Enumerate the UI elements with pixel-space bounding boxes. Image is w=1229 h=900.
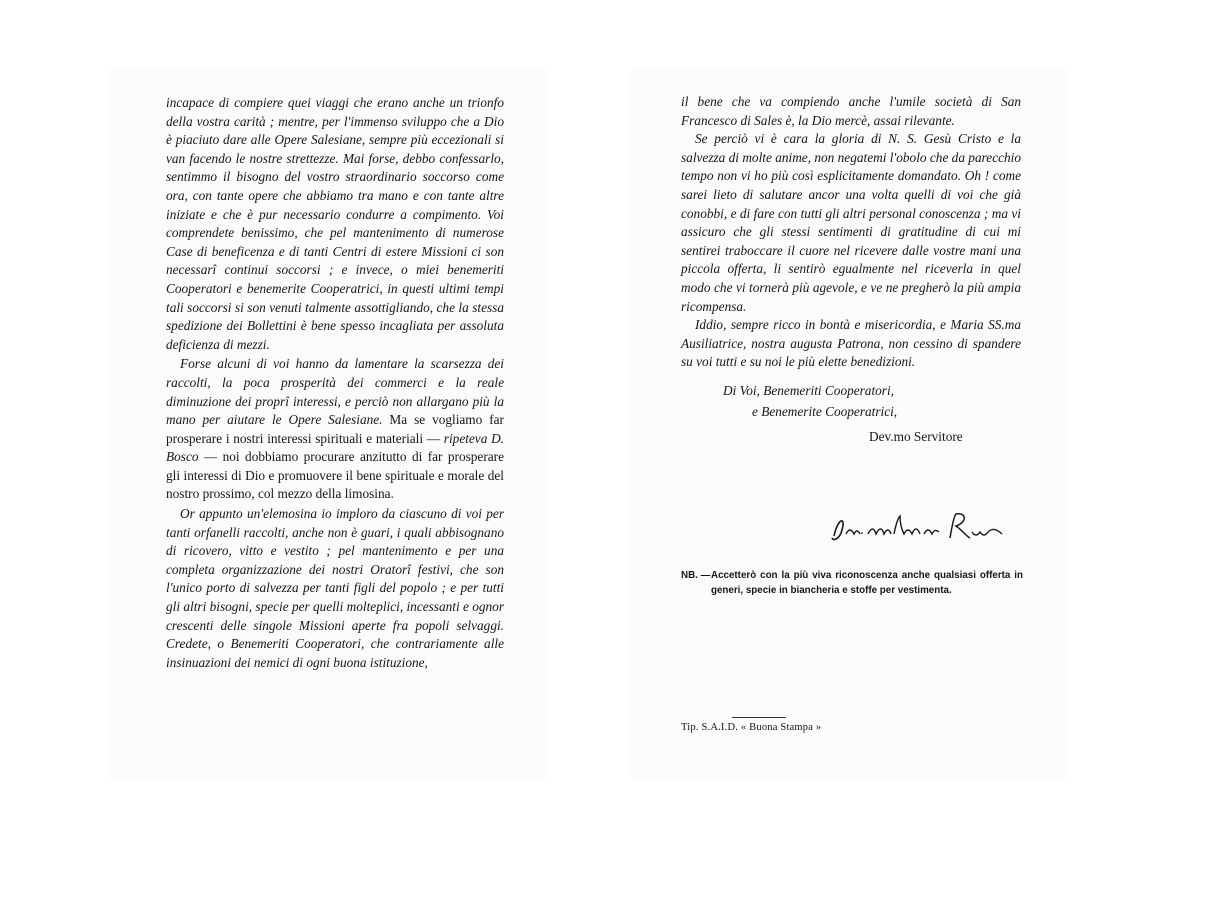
right-paragraph-3: Iddio, sempre ricco in bontà e misericordia, e Maria SS.ma Ausiliatrice, nostra augusta Patrona, non cessino di spandere su voi tutti e su noi le più elette benedizioni. [681, 317, 1021, 370]
left-page-text [166, 94, 504, 672]
right-paragraph-2: Se perciò vi è cara la gloria di N. S. Gesù Cristo e la salvezza di molte anime, non negatemi l'obolo che da parecchio tempo non vi ho più così esplicitamente domandato. Oh ! come sarei lieto di salutare ancor una volta quelli di voi che già conobbi, e di fare con tutti gli altri personal conoscenza ; ma vi assicuro che gli stessi sentimenti di gratitudine di cui mi sentirei traboccare il cuore nel ricevere dalle vostre mani una piccola offerta, li sentirò egualmente nel riceverla in quel modo che vi tornerà più agevole, e ve ne pregherò la più ampia ricompensa. [681, 131, 1021, 314]
left-page [110, 72, 546, 776]
left-paragraph-2 [166, 355, 504, 504]
servitore-line: Dev.mo Servitore [869, 428, 963, 444]
left-paragraph-2-italic: Forse alcuni di voi hanno da lamentare la scarsezza dei raccolti, la poca prosperità dei commerci e la reale diminuzione dei proprî interessi, e perciò non allargano più la mano per aiutare le Opere Salesiane. [166, 356, 504, 428]
nb-text: Accetterò con la più viva riconoscenza anche qualsiasi offerta in generi, specie in biancheria e stoffe per vestimenta. [711, 570, 1023, 596]
right-page-text [681, 93, 1021, 447]
footer-rule [732, 717, 786, 718]
nota-bene [681, 569, 1023, 598]
left-paragraph-3: Or appunto un'elemosina io imploro da ciascuno di voi per tanti orfanelli raccolti, anche non è guari, i quali abbisognano di ricovero, vitto e vestito ; pel mantenimento e per una completa organizzazione dei nostri Oratorî festivi, che son l'unico porto di salvezza per tanti figli del popolo ; e per tutti gli altri bisogni, specie per quelli molteplici, incessanti e ognor crescenti delle singole Missioni aperte fra popoli selvaggi. Credete, o Benemeriti Cooperatori, che contrariamente alle insinuazioni dei nemici di ogni buona istituzione, [166, 506, 504, 670]
closing-line-2: e Benemerite Cooperatrici, [752, 403, 898, 419]
right-paragraph-1: il bene che va compiendo anche l'umile società di San Francesco di Sales è, la Dio mercè, assai rilevante. [681, 94, 1021, 128]
signature-image [828, 508, 1028, 548]
printer-imprint: Tip. S.A.I.D. « Buona Stampa » [681, 722, 822, 733]
closing-line-1: Di Voi, Benemeriti Cooperatori, [723, 382, 894, 398]
closing-salutation [681, 380, 1021, 422]
left-paragraph-2-roman-c: — noi dobbiamo procurare anzitutto di far prosperare gli interessi di Dio e promuovere il bene spirituale e morale del nostro prossimo, col mezzo della limosina. [166, 449, 504, 502]
right-page [632, 72, 1066, 776]
left-paragraph-2-italic-b: ripeteva D. Bosco [166, 430, 504, 465]
left-paragraph-2-roman-a: Ma se vogliamo far prosperare i nostri interessi spirituali e materiali — [166, 412, 504, 446]
left-paragraph-1: incapace di compiere quei viaggi che erano anche un trionfo della vostra carità ; mentre, per l'immenso sviluppo che a Dio è piaciuto dare alle Opere Salesiane, sempre più eccezionali si van facendo le nostre strettezze. Mai forse, debbo confessarlo, sentimmo il bisogno del vostro straordinario soccorso come ora, con tante opere che abbiamo tra mano e con tante altre iniziate e che è pur necessario condurre a compimento. Voi comprendete benissimo, che pel mantenimento di numerose Case di beneficenza e di tanti Centri di estere Missioni ci son necessarî continui soccorsi ; e invece, o miei benemeriti Cooperatori e benemerite Cooperatrici, in questi ultimi tempi tali soccorsi si son venuti talmente assottigliando, che la stessa spedizione dei Bollettini è bene spesso incagliata per assoluta deficienza di mezzi. [166, 95, 504, 352]
nb-label: NB. — [681, 570, 711, 581]
